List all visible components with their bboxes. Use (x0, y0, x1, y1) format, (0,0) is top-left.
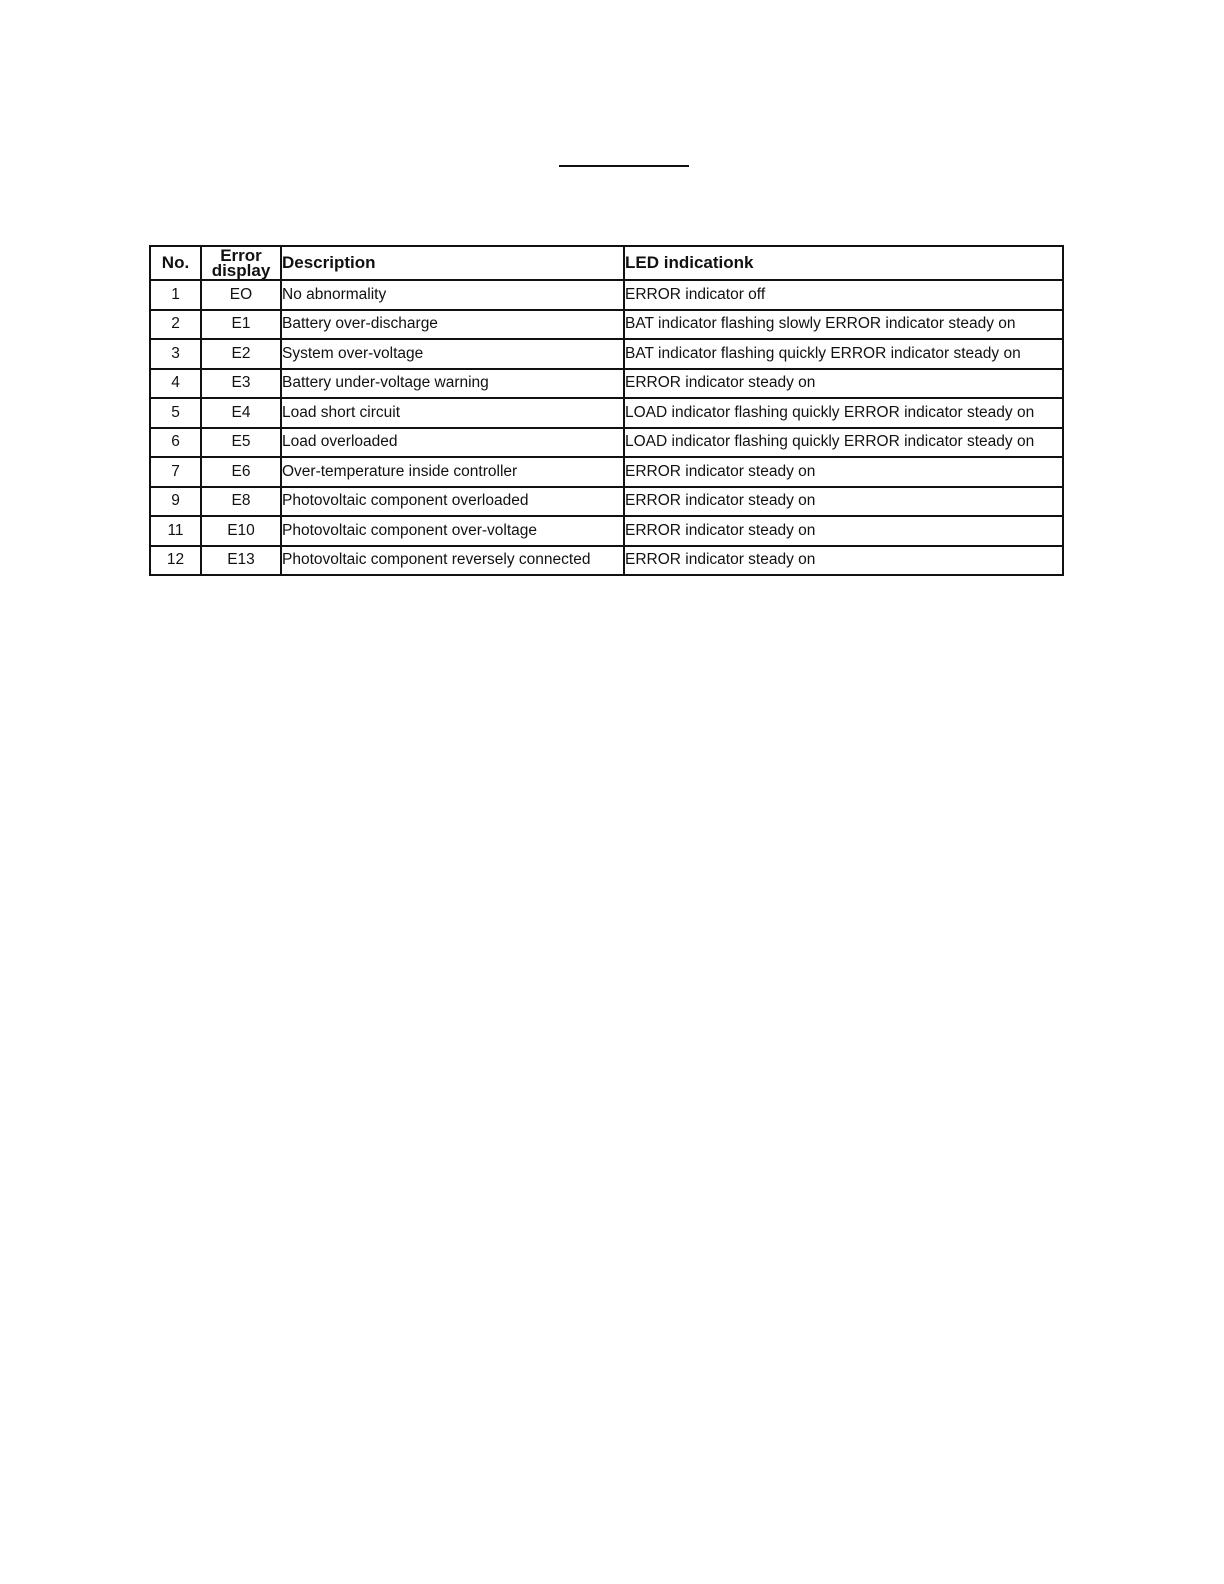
header-error-display-line1: Error (220, 246, 262, 265)
table-row (150, 487, 1063, 517)
table-row (150, 280, 1063, 310)
cell-error: E6 (201, 457, 281, 487)
table-header-row (150, 246, 1063, 280)
cell-led: ERROR indicator steady on (624, 546, 1063, 576)
cell-led: ERROR indicator off (624, 280, 1063, 310)
table-row (150, 516, 1063, 546)
cell-error: EO (201, 280, 281, 310)
cell-error: E5 (201, 428, 281, 458)
cell-error: E3 (201, 369, 281, 399)
table-row (150, 428, 1063, 458)
cell-no: 6 (150, 428, 201, 458)
cell-no: 7 (150, 457, 201, 487)
cell-description: Over-temperature inside controller (281, 457, 624, 487)
header-no: No. (150, 246, 201, 280)
cell-no: 9 (150, 487, 201, 517)
header-error-display-line2: display (211, 261, 271, 280)
cell-description: Load overloaded (281, 428, 624, 458)
cell-description: Battery over-discharge (281, 310, 624, 340)
table-row (150, 398, 1063, 428)
cell-description: Photovoltaic component over-voltage (281, 516, 624, 546)
table-row (150, 310, 1063, 340)
error-code-table (149, 245, 1064, 576)
header-description: Description (281, 246, 624, 280)
cell-error: E13 (201, 546, 281, 576)
cell-description: Load short circuit (281, 398, 624, 428)
cell-error: E10 (201, 516, 281, 546)
cell-description: Photovoltaic component overloaded (281, 487, 624, 517)
cell-led: ERROR indicator steady on (624, 369, 1063, 399)
table-row (150, 457, 1063, 487)
cell-description: System over-voltage (281, 339, 624, 369)
cell-no: 12 (150, 546, 201, 576)
title-underline (559, 165, 689, 167)
cell-error: E8 (201, 487, 281, 517)
header-error-display (201, 246, 281, 280)
cell-description: Photovoltaic component reversely connected (281, 546, 624, 576)
cell-description: Battery under-voltage warning (281, 369, 624, 399)
table-row (150, 369, 1063, 399)
cell-error: E1 (201, 310, 281, 340)
cell-no: 11 (150, 516, 201, 546)
cell-error: E4 (201, 398, 281, 428)
cell-led: BAT indicator flashing slowly ERROR indicator steady on (624, 310, 1063, 340)
cell-led: ERROR indicator steady on (624, 457, 1063, 487)
cell-no: 4 (150, 369, 201, 399)
cell-led: LOAD indicator flashing quickly ERROR indicator steady on (624, 398, 1063, 428)
cell-led: ERROR indicator steady on (624, 516, 1063, 546)
header-led-indication: LED indicationk (624, 246, 1063, 280)
cell-no: 5 (150, 398, 201, 428)
table-row (150, 339, 1063, 369)
cell-error: E2 (201, 339, 281, 369)
cell-description: No abnormality (281, 280, 624, 310)
cell-no: 3 (150, 339, 201, 369)
cell-led: LOAD indicator flashing quickly ERROR indicator steady on (624, 428, 1063, 458)
cell-no: 2 (150, 310, 201, 340)
table-row (150, 546, 1063, 576)
cell-led: BAT indicator flashing quickly ERROR indicator steady on (624, 339, 1063, 369)
cell-no: 1 (150, 280, 201, 310)
cell-led: ERROR indicator steady on (624, 487, 1063, 517)
